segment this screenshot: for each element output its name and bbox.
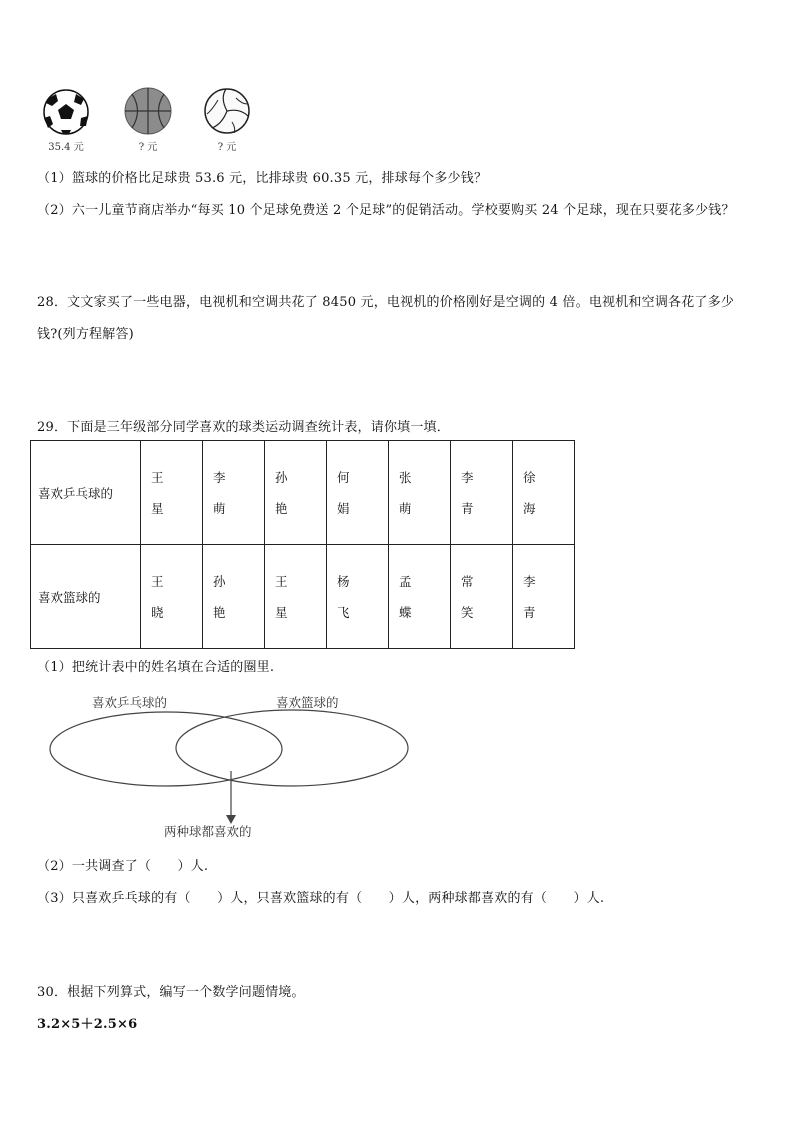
student-name: 杨 飞 [327, 545, 389, 649]
soccer-price: 35.4 元 [48, 142, 84, 153]
volleyball-icon [202, 86, 252, 136]
student-name: 李 萌 [203, 441, 265, 545]
q28-line1: 28．文文家买了一些电器，电视机和空调共花了 8450 元，电视机的价格刚好是空调的 4 倍。电视机和空调各花了多少 [37, 295, 735, 310]
venn-both-label: 两种球都喜欢的 [164, 824, 252, 839]
q29-sub3: （3）只喜欢乒乓球的有（ ）人，只喜欢篮球的有（ ）人，两种球都喜欢的有（ ）人. [37, 891, 605, 906]
soccer-ball-icon [41, 88, 91, 136]
q27-sub2: （2）六一儿童节商店举办“每买 10 个足球免费送 2 个足球”的促销活动。学校要购买 24 个足球，现在只要花多少钱？ [37, 203, 735, 218]
volleyball-image [202, 86, 252, 140]
q27-sub1: （1）篮球的价格比足球贵 53.6 元，比排球贵 60.35 元，排球每个多少钱？ [37, 171, 488, 186]
student-name: 孙 艳 [203, 545, 265, 649]
student-name: 李 青 [513, 545, 575, 649]
student-name: 李 青 [451, 441, 513, 545]
q30-formula: 3.2×5＋2.5×6 [37, 1017, 138, 1032]
q29-sub1: （1）把统计表中的姓名填在合适的圈里. [37, 660, 275, 675]
basketball-price: ? 元 [138, 142, 158, 153]
soccer-ball-image [41, 88, 91, 140]
venn-left-label: 喜欢乒乓球的 [92, 695, 168, 710]
basketball-icon [123, 86, 173, 136]
row-label: 喜欢乒乓球的 [31, 441, 141, 545]
student-name: 王 晓 [141, 545, 203, 649]
survey-table [30, 440, 575, 649]
student-name: 常 笑 [451, 545, 513, 649]
student-name: 徐 海 [513, 441, 575, 545]
venn-right-circle [176, 710, 408, 786]
venn-right-label: 喜欢篮球的 [276, 695, 339, 710]
student-name: 孙 艳 [265, 441, 327, 545]
q30-intro: 30．根据下列算式，编写一个数学问题情境。 [37, 985, 305, 1000]
student-name: 张 萌 [389, 441, 451, 545]
row-label: 喜欢篮球的 [31, 545, 141, 649]
student-name: 孟 蝶 [389, 545, 451, 649]
table-row [31, 545, 575, 649]
table-row [31, 441, 575, 545]
basketball-image [123, 86, 173, 140]
q29-sub2: （2）一共调查了（ ）人. [37, 859, 209, 874]
student-name: 王 星 [141, 441, 203, 545]
venn-diagram [40, 705, 420, 835]
volleyball-price: ? 元 [217, 142, 237, 153]
venn-left-circle [50, 712, 282, 786]
student-name: 王 星 [265, 545, 327, 649]
q29-intro: 29．下面是三年级部分同学喜欢的球类运动调查统计表，请你填一填． [37, 420, 450, 435]
student-name: 何 娟 [327, 441, 389, 545]
q28-line2: 钱?(列方程解答) [37, 327, 134, 342]
